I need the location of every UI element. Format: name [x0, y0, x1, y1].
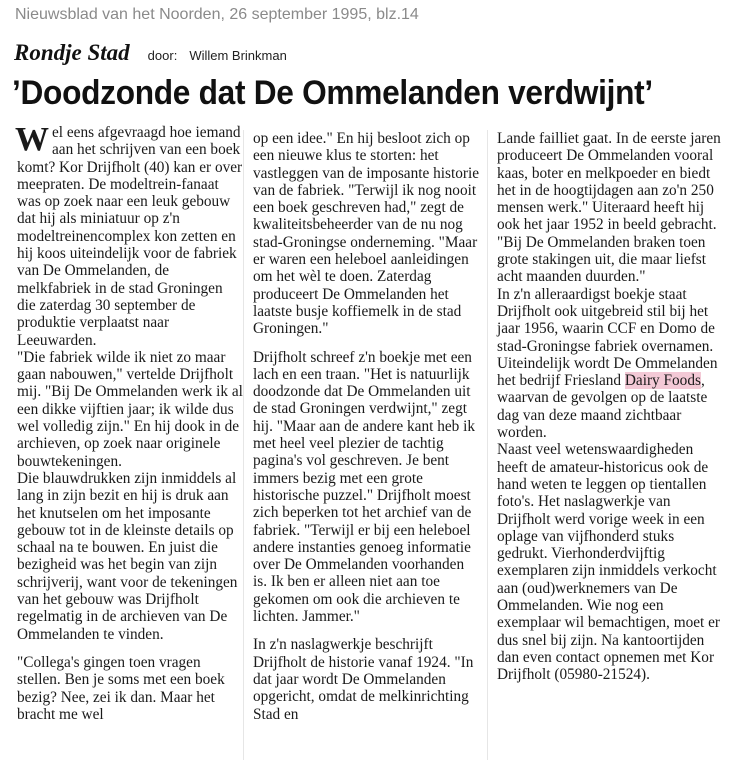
article-column-3: [497, 130, 725, 684]
byline-author: Willem Brinkman: [189, 48, 287, 63]
paragraph-text: el eens afgevraagd hoe iemand aan het schrijven van een boek komt? Kor Drijfholt (40) kan er over meepraten. De modeltrein-fanaat was op zoek naar een leuk gebouw dat hij als miniatuur op z'n modeltreinencomplex kon zetten en hij koos uiteindelijk voor de fabriek van De Ommelanden, de melkfabriek in de stad Groningen die zaterdag 30 september de produktie verplaatst naar Leeuwarden.: [17, 124, 243, 349]
paragraph: "Die fabriek wilde ik niet zo maar gaan nabouwen," vertelde Drijfholt mij. "Bij De Ommelanden werk ik al een dikke vijftien jaar; ik wilde dus wel volledig zijn." En hij dook in de archieven, op zoek naar originele bouwtekeningen.: [17, 348, 243, 470]
byline-door: door:: [147, 48, 178, 63]
paragraph: Naast veel wetenswaardigheden heeft de amateur-historicus ook de hand weten te leggen op tientallen foto's. Het naslagwerkje van Drijfholt werd vorige week in een oplage van vijfhonderd stuks gedrukt. Vierhonderdvijftig exemplaren zijn inmiddels verkocht aan (oud)werknemers van De Ommelanden. Wie nog een exemplaar wil bemachtigen, moet er dus snel bij zijn. Na kantoortijden dan even contact opnemen met Kor Drijfholt (05980-21524).: [497, 441, 720, 684]
article-headline: ’Doodzonde dat De Ommelanden verdwijnt’: [12, 74, 653, 112]
paragraph: [497, 286, 725, 442]
drop-cap: W: [15, 121, 49, 158]
paragraph: "Collega's gingen toen vragen stellen. Ben je soms met een boek bezig? Nee, zei ik dan. Maar het bracht me wel: [17, 653, 225, 723]
paragraph: Drijfholt schreef z'n boekje met een lach en een traan. "Het is natuurlijk doodzonde dat De Ommelanden uit de stad Groningen verdwijnt," zegt hij. "Maar aan de andere kant heb ik met heel veel plezier de tachtig pagina's vol geschreven. Je bent immers bezig met een grote historische puzzel." Drijfholt moest zich beperken tot het archief van de fabriek. "Terwijl er bij een heleboel andere instanties genoeg informatie over De Ommelanden voorhanden is. Ik ben er alleen niet aan toe gekomen om ook die archieven te lichten. Jammer.": [253, 348, 476, 626]
source-line: Nieuwsblad van het Noorden, 26 september 1995, blz.14: [15, 6, 419, 23]
paragraph: [15, 121, 245, 349]
article-column-1: [15, 121, 245, 723]
paragraph-text: , waarvan de gevolgen op de laatste dag van deze maand zichtbaar worden.: [497, 372, 708, 442]
column-divider: [487, 130, 488, 760]
paragraph: op een idee." En hij besloot zich op een nieuwe klus te storten: het vastleggen van de imposante historie van de fabriek. "Terwijl ik nog nooit een boek geschreven had," zegt de kwaliteitsbeheerder van de nu nog stad-Groningse onderneming. "Maar er waren een heleboel aanleidingen om het wèl te doen. Zaterdag produceert De Ommelanden het laatste busje koffiemelk in de stad Groningen.": [253, 130, 479, 338]
paragraph: Lande failliet gaat. In de eerste jaren produceert De Ommelanden vooral kaas, boter en melkpoeder en biedt het in de hoogtijdagen aan zo'n 250 mensen werk." Uiteraard heeft hij ook het jaar 1952 in beeld gebracht. "Bij De Ommelanden braken toen grote stakingen uit, die maar liefst acht maanden duurden.": [497, 130, 721, 286]
highlighted-term: Dairy Foods: [624, 372, 701, 390]
rubric-title: Rondje Stad: [14, 40, 130, 65]
paragraph: In z'n naslagwerkje beschrijft Drijfholt de historie vanaf 1924. "In dat jaar wordt De Ommelanden opgericht, omdat de melkinrichting Stad en: [253, 636, 474, 723]
paragraph-text: In z'n alleraardigst boekje staat Drijfholt ook uitgebreid stil bij het jaar 1956, waarin CCF en Domo de stad-Groningse fabriek overnamen. Uiteindelijk wordt De Ommelanden het bedrijf Friesland: [497, 285, 718, 390]
paragraph: Die blauwdrukken zijn inmiddels al lang in zijn bezit en hij is druk aan het knutselen om het imposante gebouw tot in de kleinste details op schaal na te bouwen. En juist die bezigheid was het begin van zijn schrijverij, want voor de tekeningen van het gebouw was Drijfholt regelmatig in de archieven van De Ommelanden te vinden.: [17, 469, 238, 643]
rubric-line: [14, 40, 287, 66]
article-column-2: [253, 130, 481, 723]
